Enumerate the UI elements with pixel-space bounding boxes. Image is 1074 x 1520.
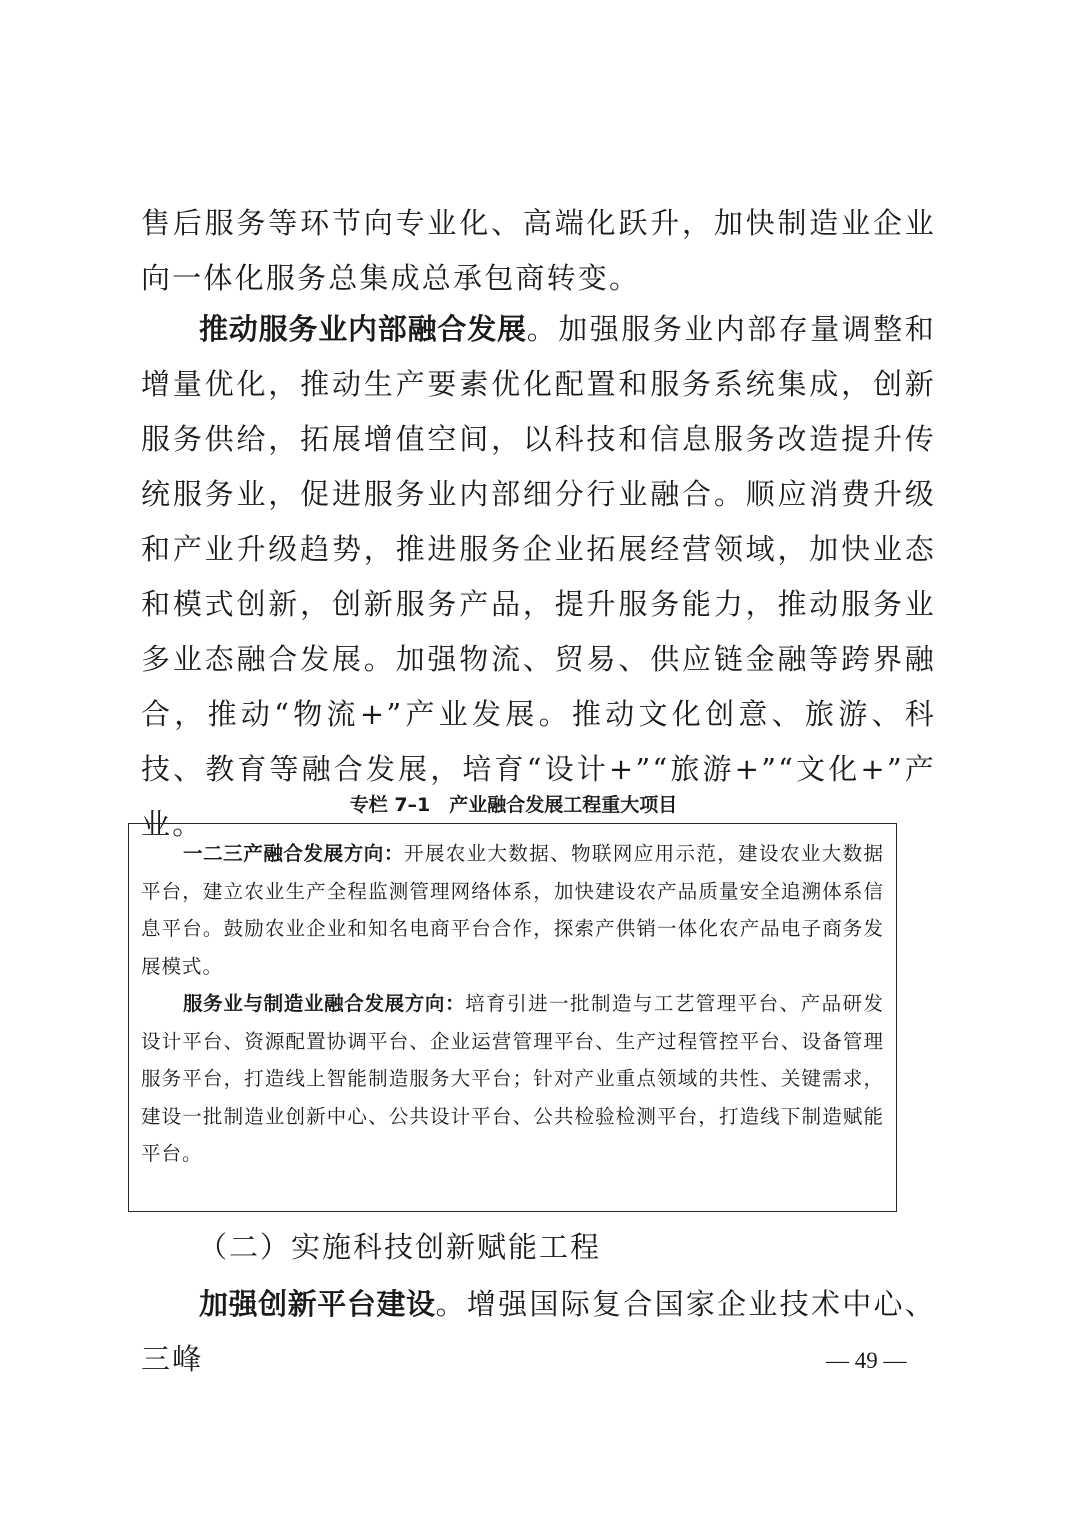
- column-box-item: [141, 835, 884, 985]
- paragraph-service-integration: [141, 302, 936, 852]
- paragraph-service-transformation: [141, 196, 936, 306]
- page-number: — 49 —: [826, 1348, 907, 1373]
- column-box-item-text: 开展农业大数据、物联网应用示范，建设农业大数据平台，建立农业生产全程监测管理网络体系，加快建设农产品质量安全追溯体系信息平台。鼓励农业企业和知名电商平台合作，探索产供销一体化农产品电子商务发展模式。: [141, 842, 884, 978]
- column-box: [128, 823, 897, 1212]
- paragraph-lead-heading: 加强创新平台建设: [199, 1287, 436, 1321]
- paragraph-innovation-platform: [141, 1277, 936, 1387]
- section-heading: （二）实施科技创新赋能工程: [198, 1230, 602, 1264]
- column-box-item-heading: 一二三产融合发展方向：: [183, 842, 404, 865]
- column-box-item: [141, 985, 884, 1173]
- paragraph-text: 。增强国际复合国家企业技术中心、三峰: [141, 1287, 936, 1376]
- column-box-title: 专栏 7–1 产业融合发展工程重大项目: [349, 794, 678, 816]
- column-box-item-heading: 服务业与制造业融合发展方向：: [183, 992, 466, 1015]
- column-box-item-text: 培育引进一批制造与工艺管理平台、产品研发设计平台、资源配置协调平台、企业运营管理平台、生产过程管控平台、设备管理服务平台，打造线上智能制造服务大平台；针对产业重点领域的共性、关键需求，建设一批制造业创新中心、公共设计平台、公共检验检测平台，打造线下制造赋能平台。: [141, 992, 884, 1165]
- paragraph-lead-heading: 推动服务业内部融合发展: [199, 312, 527, 346]
- paragraph-text: 售后服务等环节向专业化、高端化跃升，加快制造业企业向一体化服务总集成总承包商转变。: [141, 206, 936, 295]
- paragraph-text: 。加强服务业内部存量调整和增量优化，推动生产要素优化配置和服务系统集成，创新服务供给，拓展增值空间，以科技和信息服务改造提升传统服务业，促进服务业内部细分行业融合。顺应消费升级和产业升级趋势，推进服务企业拓展经营领域，加快业态和模式创新，创新服务产品，提升服务能力，推动服务业多业态融合发展。加强物流、贸易、供应链金融等跨界融合，推动“物流+”产业发展。推动文化创意、旅游、科技、教育等融合发展，培育“设计+”“旅游+”“文化+”产业。: [141, 312, 936, 841]
